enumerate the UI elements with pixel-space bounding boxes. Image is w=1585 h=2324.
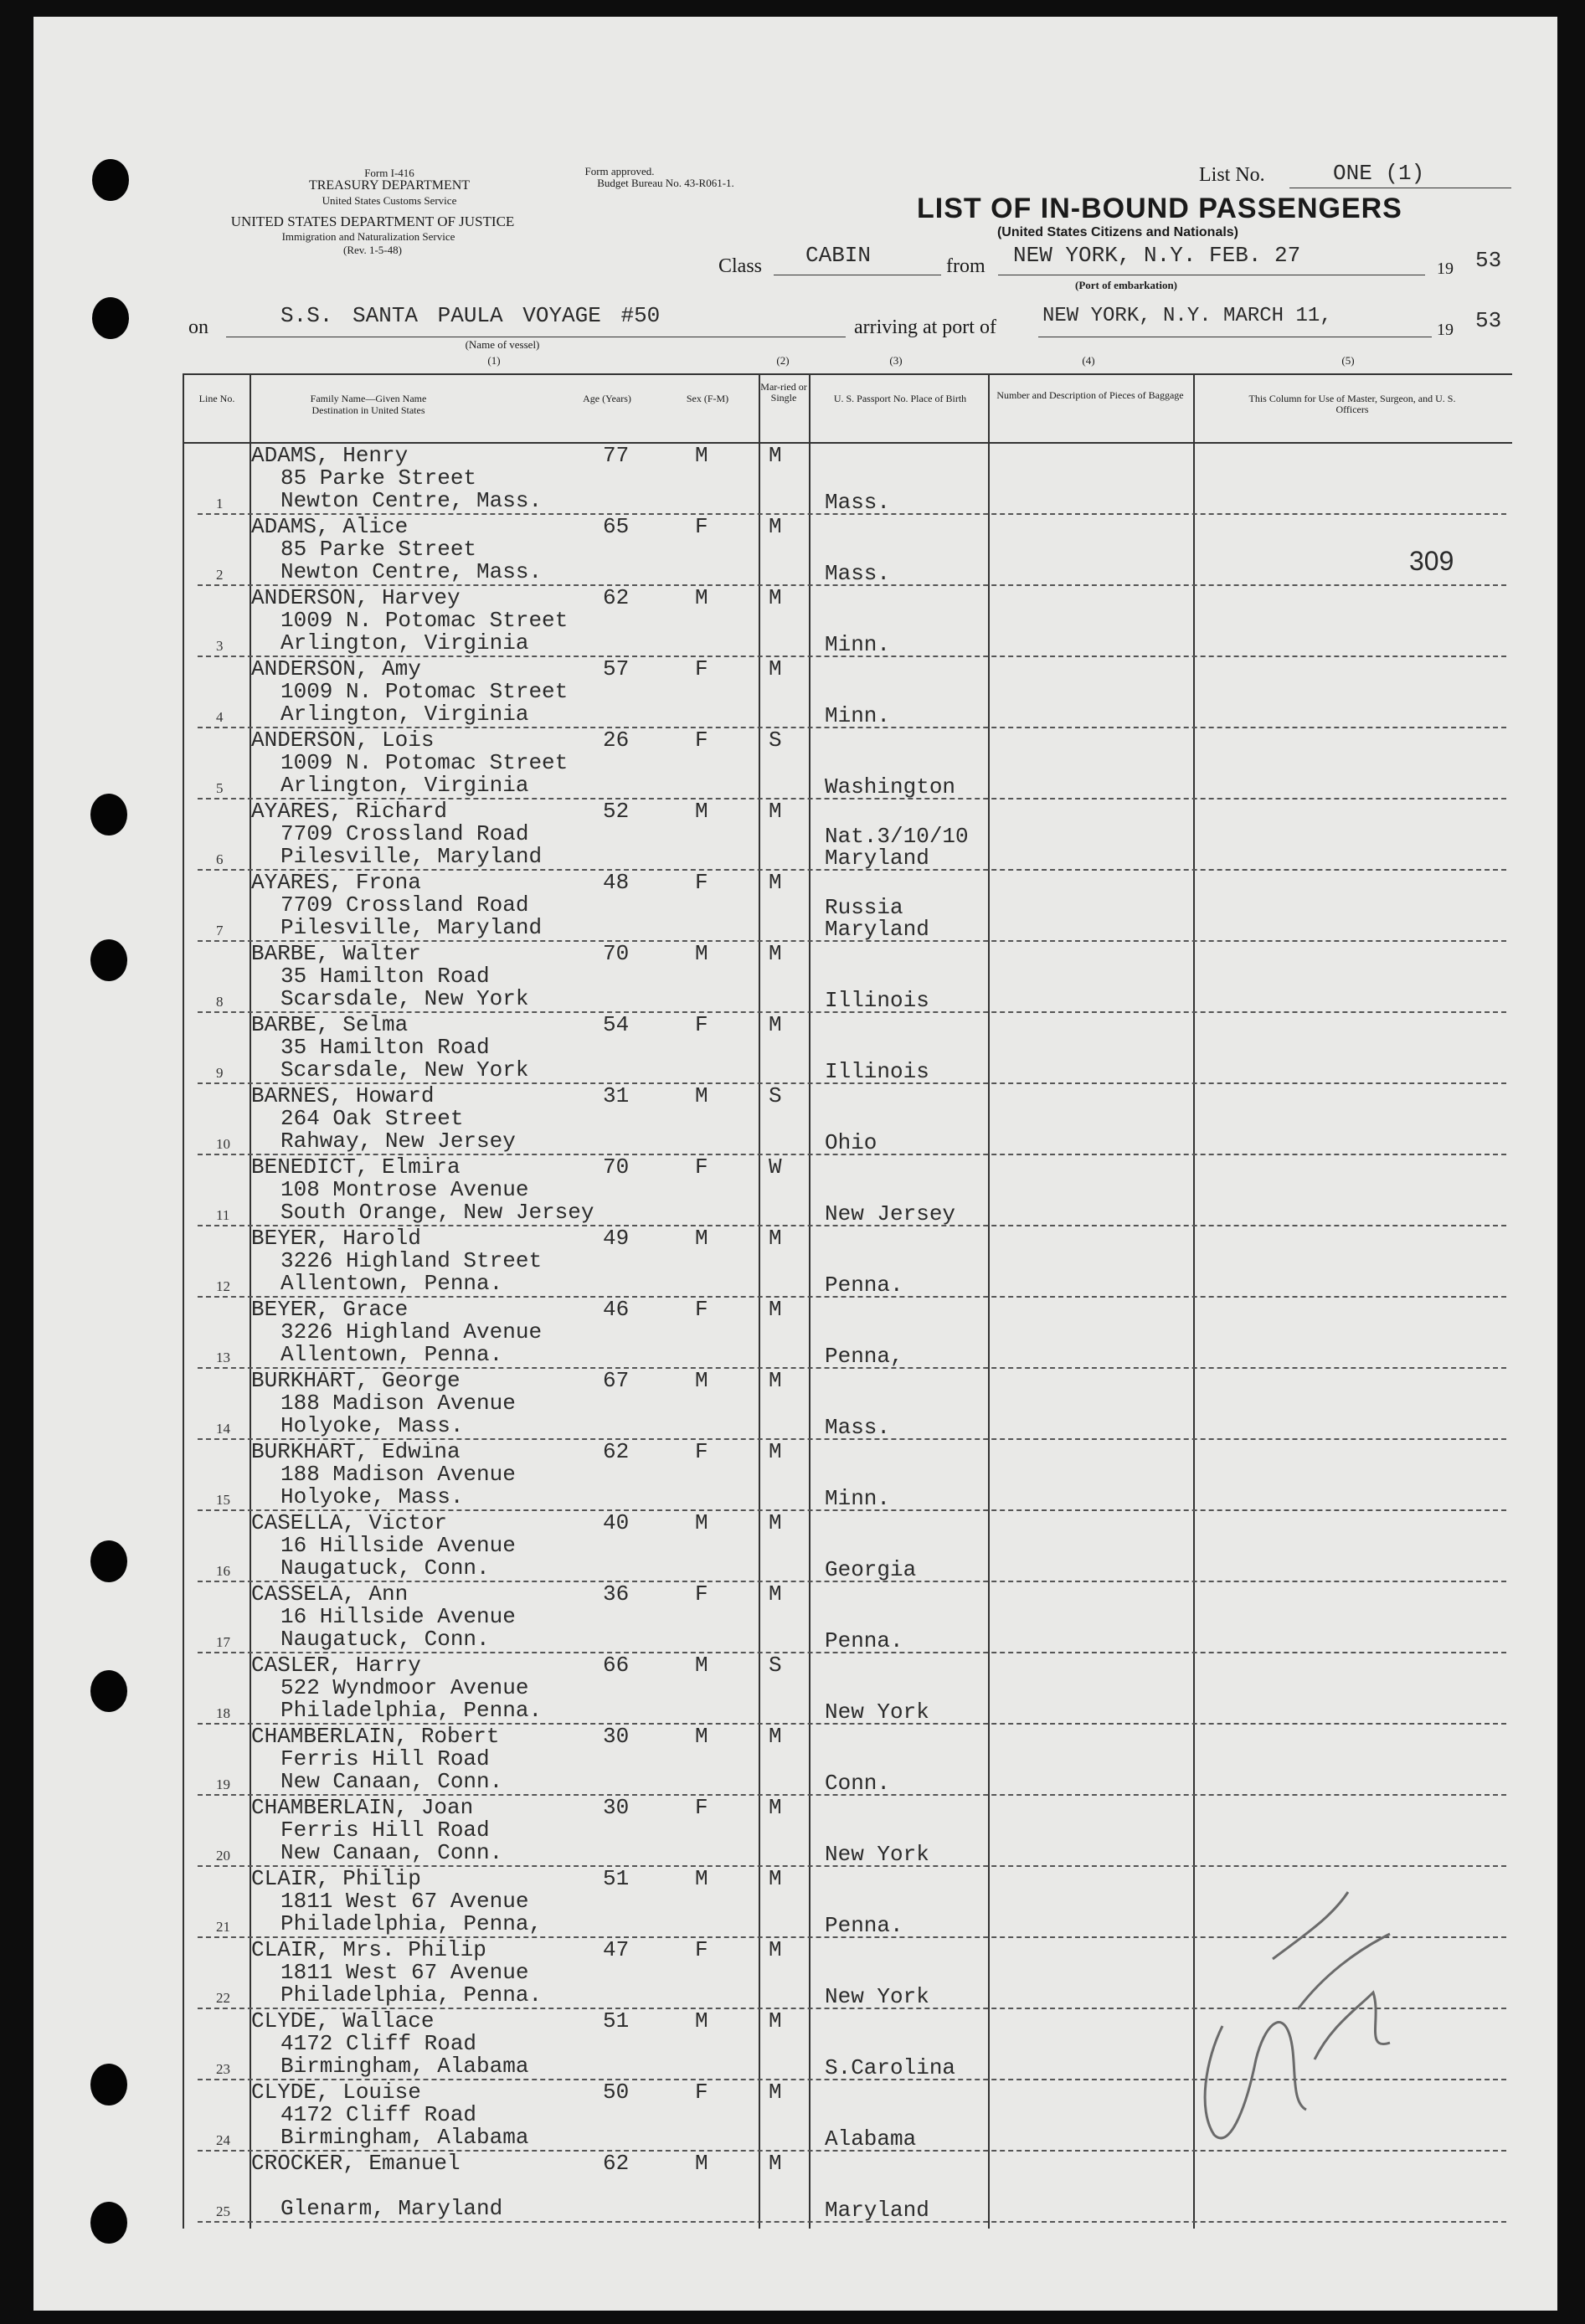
line-number: 15 [216, 1492, 230, 1508]
punch-hole [90, 794, 127, 836]
passenger-birthplace: Penna, [825, 1344, 903, 1369]
passenger-marital: S [769, 1083, 782, 1108]
line-number: 20 [216, 1848, 230, 1864]
passenger-address-2: Scarsdale, New York [280, 986, 529, 1011]
passenger-age: 67 [603, 1368, 630, 1393]
passenger-sex: M [695, 585, 708, 610]
passenger-address-1: 1009 N. Potomac Street [280, 750, 569, 775]
passenger-sex: M [695, 1510, 708, 1535]
punch-hole [90, 2202, 127, 2244]
budget-bureau: Budget Bureau No. 43-R061-1. [597, 177, 734, 189]
passenger-marital: M [769, 941, 782, 966]
header-name: Family Name—Given Name [310, 393, 427, 404]
line-number: 24 [216, 2132, 230, 2148]
line-number: 7 [216, 923, 224, 938]
passenger-address-1: 188 Madison Avenue [280, 1391, 516, 1416]
line-number: 17 [216, 1634, 230, 1650]
class-label: Class [718, 255, 763, 277]
year-from: 53 [1475, 248, 1502, 273]
header-officers: This Column for Use of Master, Surgeon, and U. S. Officers [1248, 393, 1456, 415]
passenger-birthplace: Maryland [825, 2198, 929, 2223]
passenger-birthplace: New York [825, 1984, 929, 2009]
passenger-sex: F [695, 870, 708, 895]
passenger-name: ADAMS, Alice [251, 514, 409, 539]
header-age: Age (Years) [583, 393, 631, 404]
customs-service: United States Customs Service [322, 194, 457, 207]
passenger-address-2: Scarsdale, New York [280, 1057, 529, 1082]
line-number: 23 [216, 2061, 230, 2077]
passenger-address-1: 1811 West 67 Avenue [280, 1960, 529, 1985]
passenger-address-2: Philadelphia, Penna. [280, 1698, 543, 1723]
page-subtitle: (United States Citizens and Nationals) [996, 225, 1239, 239]
passenger-name: CASSELA, Ann [251, 1581, 409, 1607]
from-value: NEW YORK, N.Y. FEB. 27 [1013, 243, 1301, 268]
line-number: 4 [216, 709, 224, 725]
passenger-address-1: 1811 West 67 Avenue [280, 1889, 529, 1914]
passenger-birthplace: Illinois [825, 988, 929, 1013]
passenger-name: BEYER, Harold [251, 1226, 421, 1251]
passenger-address-1: 16 Hillside Avenue [280, 1604, 516, 1629]
passenger-address-2: Allentown, Penna. [280, 1271, 503, 1296]
passenger-age: 62 [603, 585, 630, 610]
header-destination: Destination in United States [311, 404, 425, 416]
passenger-address-2: New Canaan, Conn. [280, 1840, 503, 1865]
passenger-address-2: Allentown, Penna. [280, 1342, 503, 1367]
punch-hole [90, 1670, 127, 1712]
passenger-sex: M [695, 1653, 708, 1678]
justice-dept: UNITED STATES DEPARTMENT OF JUSTICE [230, 213, 515, 229]
passenger-birthplace: Minn. [825, 632, 891, 657]
passenger-sex: M [695, 1866, 708, 1891]
passenger-age: 62 [603, 2151, 630, 2176]
passenger-marital: M [769, 443, 782, 468]
col-divider [183, 374, 184, 2229]
line-number: 18 [216, 1705, 230, 1721]
col-number: (4) [1082, 354, 1095, 367]
passenger-age: 31 [603, 1083, 630, 1108]
stamp-number: 309 [1409, 546, 1454, 576]
passenger-age: 51 [603, 1866, 630, 1891]
passenger-sex: F [695, 1795, 708, 1820]
passenger-address-1: 188 Madison Avenue [280, 1462, 516, 1487]
passenger-birthplace: Conn. [825, 1771, 891, 1796]
passenger-address-2: Arlington, Virginia [280, 702, 529, 727]
passenger-name: CASELLA, Victor [251, 1510, 448, 1535]
passenger-birthplace: Mass. [825, 490, 891, 515]
list-no-label: List No. [1199, 164, 1265, 186]
passenger-address-2: Newton Centre, Mass. [280, 559, 543, 584]
passenger-birthplace: New Jersey [825, 1201, 956, 1226]
passenger-address-2: South Orange, New Jersey [280, 1200, 594, 1225]
passenger-address-2: Pilesville, Maryland [280, 844, 543, 869]
passenger-age: 52 [603, 799, 630, 824]
vessel-value: S.S. SANTA PAULA VOYAGE #50 [280, 303, 661, 328]
passenger-address-2: Newton Centre, Mass. [280, 488, 543, 513]
passenger-age: 26 [603, 728, 630, 753]
passenger-address-1: 35 Hamilton Road [280, 1035, 490, 1060]
passenger-sex: M [695, 2008, 708, 2034]
passenger-address-1: 3226 Highland Avenue [280, 1319, 543, 1345]
line-number: 3 [216, 638, 224, 654]
passenger-birthplace: Minn. [825, 703, 891, 728]
passenger-name: AYARES, Richard [251, 799, 448, 824]
passenger-address-1: 85 Parke Street [280, 465, 477, 491]
passenger-address-1: 16 Hillside Avenue [280, 1533, 516, 1558]
arriving-label: arriving at port of [854, 316, 996, 338]
passenger-address-1: 85 Parke Street [280, 537, 477, 562]
passenger-address-2: Birmingham, Alabama [280, 2125, 529, 2150]
passenger-sex: F [695, 656, 708, 681]
col-number: (1) [487, 354, 501, 367]
page-title: LIST OF IN-BOUND PASSENGERS [917, 193, 1402, 224]
header-passport: U. S. Passport No. Place of Birth [833, 393, 967, 404]
header-married: Mar-ried or Single [760, 381, 807, 404]
passenger-marital: M [769, 1581, 782, 1607]
passenger-age: 51 [603, 2008, 630, 2034]
signature-stroke [1205, 2023, 1306, 2138]
passenger-birthplace: Ohio [825, 1130, 877, 1155]
line-number: 9 [216, 1065, 224, 1081]
passenger-name: BURKHART, Edwina [251, 1439, 461, 1464]
passenger-address-2: Holyoke, Mass. [280, 1484, 464, 1509]
passenger-address-2: New Canaan, Conn. [280, 1769, 503, 1794]
line-number: 1 [216, 496, 224, 512]
passenger-age: 30 [603, 1724, 630, 1749]
line-number: 14 [216, 1421, 230, 1437]
col-divider [809, 374, 811, 2229]
form-approved: Form approved. [584, 165, 655, 177]
line-number: 16 [216, 1563, 230, 1579]
passenger-sex: M [695, 443, 708, 468]
col-divider [988, 374, 990, 2229]
passenger-marital: M [769, 870, 782, 895]
passenger-name: ANDERSON, Lois [251, 728, 435, 753]
passenger-age: 30 [603, 1795, 630, 1820]
passenger-address-2: Naugatuck, Conn. [280, 1627, 490, 1652]
passenger-sex: M [695, 1724, 708, 1749]
passenger-sex: F [695, 1297, 708, 1322]
passenger-birthplace: Maryland [825, 846, 929, 871]
header-sex: Sex (F-M) [686, 393, 729, 404]
passenger-name: BEYER, Grace [251, 1297, 409, 1322]
passenger-marital: M [769, 1795, 782, 1820]
passenger-address-1: 7709 Crossland Road [280, 892, 529, 918]
passenger-age: 62 [603, 1439, 630, 1464]
passenger-name: CLAIR, Philip [251, 1866, 421, 1891]
passenger-name: BARNES, Howard [251, 1083, 435, 1108]
passenger-address-2: Philadelphia, Penna, [280, 1911, 543, 1936]
passenger-birthplace: Alabama [825, 2126, 917, 2152]
passenger-extra: Russia [825, 895, 903, 920]
passenger-marital: M [769, 585, 782, 610]
line-number: 12 [216, 1278, 230, 1294]
passenger-name: BARBE, Walter [251, 941, 421, 966]
passenger-birthplace: Penna. [825, 1273, 903, 1298]
passenger-address-1: 3226 Highland Street [280, 1248, 543, 1273]
port-embark-label: (Port of embarkation) [1074, 279, 1178, 291]
punch-hole [92, 297, 129, 339]
passenger-sex: F [695, 2080, 708, 2105]
ins-service: Immigration and Naturalization Service [281, 230, 455, 243]
passenger-marital: M [769, 1297, 782, 1322]
passenger-sex: M [695, 1083, 708, 1108]
passenger-birthplace: Minn. [825, 1486, 891, 1511]
passenger-marital: M [769, 1510, 782, 1535]
vessel-label: (Name of vessel) [465, 338, 540, 351]
col-number: (3) [889, 354, 903, 367]
form-number: Form I-416 [364, 167, 414, 179]
passenger-age: 46 [603, 1297, 630, 1322]
passenger-marital: M [769, 799, 782, 824]
passenger-birthplace: Georgia [825, 1557, 917, 1582]
passenger-name: BENEDICT, Elmira [251, 1154, 461, 1180]
passenger-sex: M [695, 941, 708, 966]
passenger-address-1: 522 Wyndmoor Avenue [280, 1675, 529, 1700]
line-number: 21 [216, 1919, 230, 1935]
table-top-rule [183, 373, 1512, 375]
signature-stroke [1315, 1992, 1390, 2059]
treasury-dept: TREASURY DEPARTMENT [308, 178, 471, 193]
passenger-age: 50 [603, 2080, 630, 2105]
passenger-birthplace: Washington [825, 774, 956, 800]
passenger-marital: M [769, 514, 782, 539]
punch-hole [92, 159, 129, 201]
handwritten-signature [1172, 1859, 1423, 2160]
punch-hole [90, 1540, 127, 1582]
line-number: 22 [216, 1990, 230, 2006]
passenger-address-2: Glenarm, Maryland [280, 2196, 503, 2221]
passenger-marital: M [769, 2080, 782, 2105]
passenger-name: ADAMS, Henry [251, 443, 409, 468]
punch-hole [90, 2064, 127, 2105]
line-number: 13 [216, 1350, 230, 1365]
passenger-address-1: 35 Hamilton Road [280, 964, 490, 989]
passenger-birthplace: Mass. [825, 1415, 891, 1440]
from-label: from [946, 255, 985, 277]
passenger-marital: M [769, 2008, 782, 2034]
passenger-marital: W [769, 1154, 782, 1180]
passenger-age: 65 [603, 514, 630, 539]
passenger-birthplace: New York [825, 1699, 929, 1725]
col-number: (2) [776, 354, 790, 367]
passenger-address-2: Birmingham, Alabama [280, 2054, 529, 2079]
year-prefix-arrival: 19 [1437, 321, 1454, 339]
passenger-sex: M [695, 1226, 708, 1251]
passenger-sex: F [695, 1012, 708, 1037]
line-number: 2 [216, 567, 224, 583]
class-value: CABIN [805, 243, 872, 268]
passenger-birthplace: Penna. [825, 1913, 903, 1938]
passenger-address-1: 1009 N. Potomac Street [280, 608, 569, 633]
passenger-address-1: 7709 Crossland Road [280, 821, 529, 846]
arrival-value: NEW YORK, N.Y. MARCH 11, [1042, 305, 1332, 327]
passenger-marital: M [769, 1012, 782, 1037]
line-number: 11 [216, 1207, 230, 1223]
passenger-birthplace: S.Carolina [825, 2055, 956, 2080]
passenger-name: CHAMBERLAIN, Robert [251, 1724, 500, 1749]
line-number: 8 [216, 994, 224, 1010]
passenger-marital: M [769, 1724, 782, 1749]
passenger-name: CHAMBERLAIN, Joan [251, 1795, 474, 1820]
passenger-marital: S [769, 728, 782, 753]
passenger-marital: M [769, 1937, 782, 1962]
passenger-marital: M [769, 2151, 782, 2176]
passenger-age: 54 [603, 1012, 630, 1037]
passenger-age: 48 [603, 870, 630, 895]
passenger-address-2: Arlington, Virginia [280, 773, 529, 798]
passenger-sex: F [695, 1439, 708, 1464]
passenger-marital: M [769, 656, 782, 681]
line-number: 6 [216, 851, 224, 867]
passenger-address-2: Pilesville, Maryland [280, 915, 543, 940]
passenger-name: CLAIR, Mrs. Philip [251, 1937, 486, 1962]
passenger-marital: M [769, 1439, 782, 1464]
passenger-name: ANDERSON, Amy [251, 656, 421, 681]
passenger-sex: F [695, 1154, 708, 1180]
passenger-address-1: Ferris Hill Road [280, 1818, 490, 1843]
passenger-address-1: Ferris Hill Road [280, 1746, 490, 1771]
list-no-value: ONE (1) [1333, 161, 1425, 186]
passenger-birthplace: Mass. [825, 561, 891, 586]
passenger-extra: Nat.3/10/10 [825, 824, 969, 849]
passenger-sex: F [695, 728, 708, 753]
passenger-address-1: 1009 N. Potomac Street [280, 679, 569, 704]
passenger-address-1: 4172 Cliff Road [280, 2031, 477, 2056]
passenger-sex: M [695, 799, 708, 824]
passenger-name: CROCKER, Emanuel [251, 2151, 461, 2176]
passenger-address-1: 4172 Cliff Road [280, 2102, 477, 2127]
passenger-sex: F [695, 514, 708, 539]
passenger-age: 40 [603, 1510, 630, 1535]
punch-hole [90, 939, 127, 981]
passenger-address-2: Rahway, New Jersey [280, 1129, 516, 1154]
passenger-age: 57 [603, 656, 630, 681]
line-number: 25 [216, 2203, 230, 2219]
line-number: 10 [216, 1136, 230, 1152]
passenger-marital: M [769, 1866, 782, 1891]
passenger-address-2: Naugatuck, Conn. [280, 1555, 490, 1581]
passenger-address-2: Philadelphia, Penna. [280, 1982, 543, 2008]
col-number: (5) [1341, 354, 1355, 367]
passenger-birthplace: Maryland [825, 917, 929, 942]
passenger-age: 70 [603, 941, 630, 966]
passenger-marital: M [769, 1226, 782, 1251]
passenger-sex: F [695, 1937, 708, 1962]
line-number: 5 [216, 780, 224, 796]
header-baggage: Number and Description of Pieces of Baggage [996, 389, 1184, 401]
year-arrival: 53 [1475, 308, 1502, 333]
passenger-address-1: 264 Oak Street [280, 1106, 464, 1131]
passenger-name: BARBE, Selma [251, 1012, 409, 1037]
passenger-sex: M [695, 1368, 708, 1393]
passenger-age: 66 [603, 1653, 630, 1678]
passenger-age: 49 [603, 1226, 630, 1251]
passenger-birthplace: New York [825, 1842, 929, 1867]
passenger-birthplace: Illinois [825, 1059, 929, 1084]
passenger-marital: S [769, 1653, 782, 1678]
passenger-address-1: 108 Montrose Avenue [280, 1177, 529, 1202]
passenger-address-2: Holyoke, Mass. [280, 1413, 464, 1438]
passenger-address-2: Arlington, Virginia [280, 630, 529, 656]
passenger-sex: M [695, 2151, 708, 2176]
passenger-age: 70 [603, 1154, 630, 1180]
passenger-name: CLYDE, Louise [251, 2080, 421, 2105]
line-number: 19 [216, 1776, 230, 1792]
passenger-name: BURKHART, George [251, 1368, 461, 1393]
passenger-age: 36 [603, 1581, 630, 1607]
col-divider [759, 374, 760, 2229]
passenger-name: AYARES, Frona [251, 870, 421, 895]
passenger-sex: F [695, 1581, 708, 1607]
year-prefix-from: 19 [1437, 260, 1454, 278]
passenger-age: 77 [603, 443, 630, 468]
passenger-name: ANDERSON, Harvey [251, 585, 461, 610]
form-rev: (Rev. 1-5-48) [343, 244, 402, 256]
passenger-birthplace: Penna. [825, 1628, 903, 1653]
passenger-name: CLYDE, Wallace [251, 2008, 435, 2034]
passenger-marital: M [769, 1368, 782, 1393]
on-label: on [188, 316, 208, 338]
header-line-no: Line No. [198, 393, 235, 404]
passenger-age: 47 [603, 1937, 630, 1962]
passenger-name: CASLER, Harry [251, 1653, 421, 1678]
